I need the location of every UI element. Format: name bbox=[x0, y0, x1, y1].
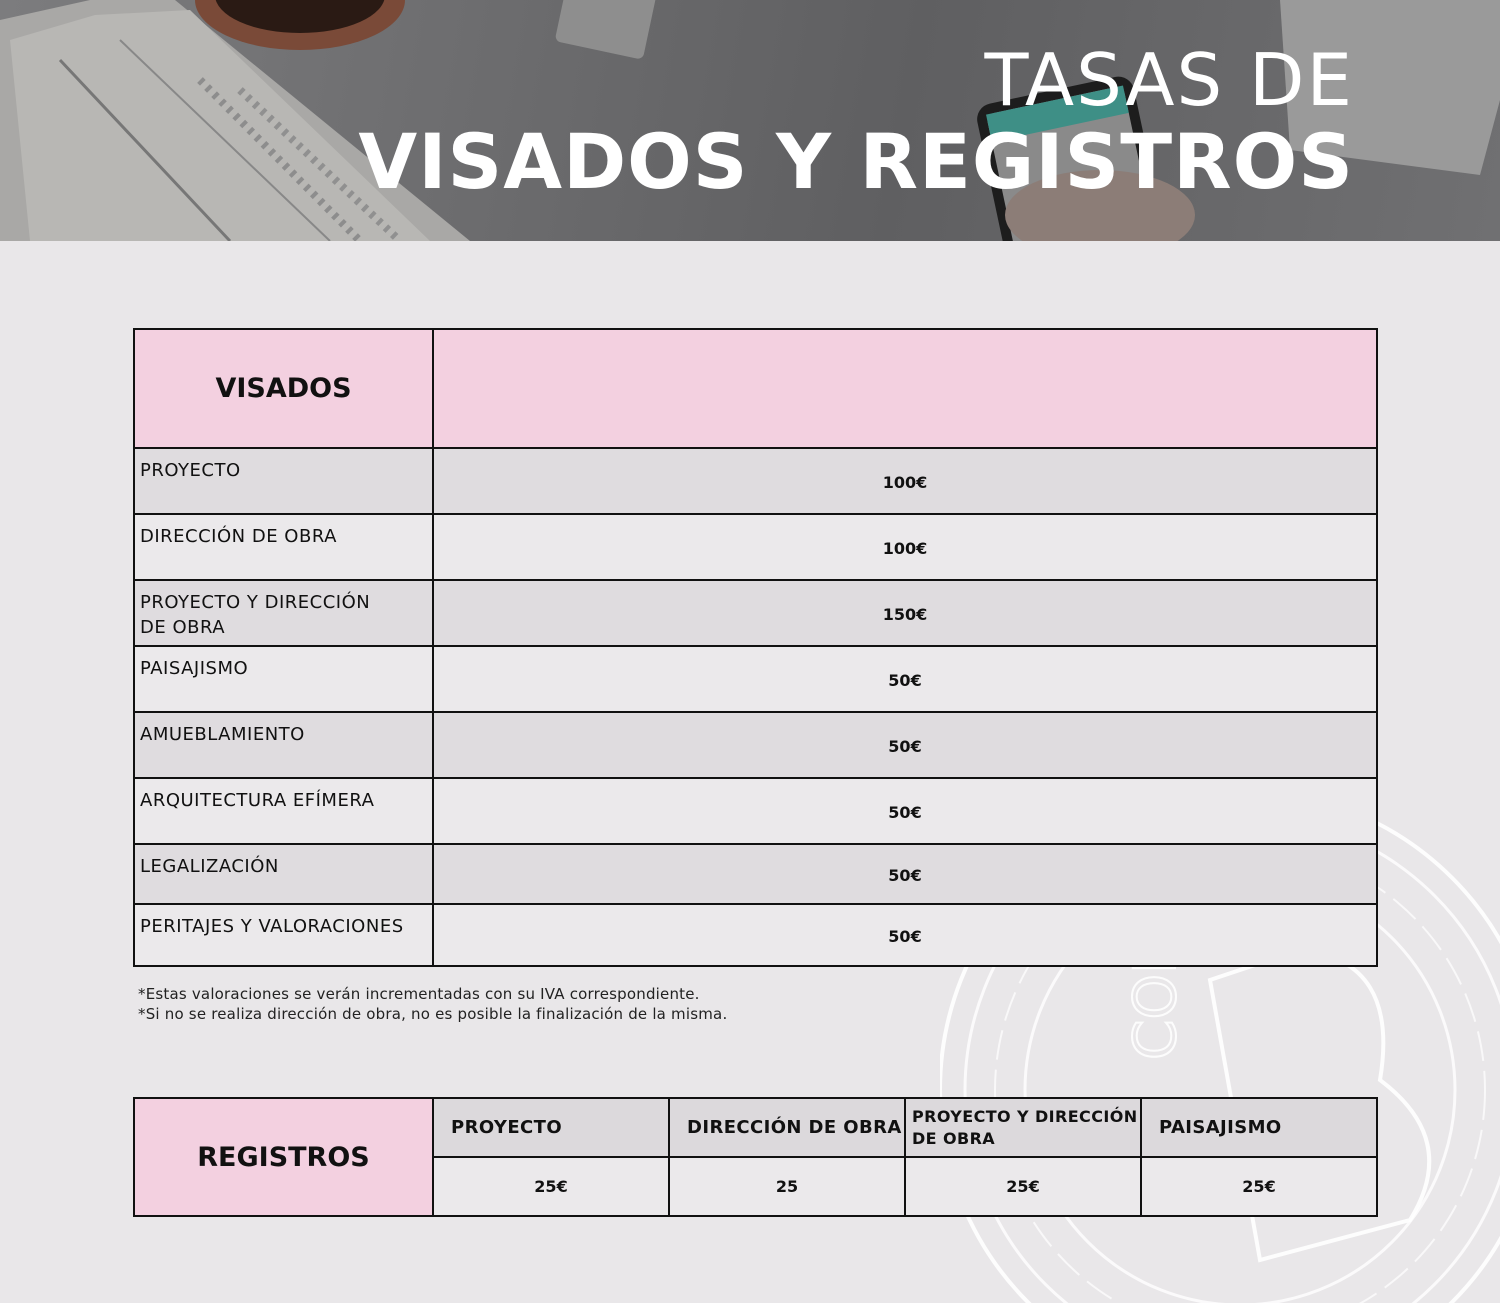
title-line-1: TASAS DE bbox=[984, 38, 1354, 122]
column-price: 25€ bbox=[1142, 1158, 1376, 1215]
hero-banner bbox=[0, 0, 1500, 241]
row-label: PROYECTO bbox=[135, 449, 434, 513]
table-row bbox=[135, 449, 1376, 515]
row-price: 50€ bbox=[888, 926, 922, 946]
table-row bbox=[135, 713, 1376, 779]
registros-table bbox=[133, 1097, 1378, 1217]
column-price: 25 bbox=[670, 1158, 904, 1215]
table-row bbox=[135, 581, 1376, 647]
row-price: 50€ bbox=[888, 670, 922, 690]
row-price: 150€ bbox=[882, 604, 928, 624]
title-line-2: VISADOS Y REGISTROS bbox=[358, 117, 1354, 206]
row-price: 50€ bbox=[888, 736, 922, 756]
table-row bbox=[135, 905, 1376, 965]
row-price: 100€ bbox=[882, 472, 928, 492]
table-row bbox=[135, 647, 1376, 713]
row-price: 50€ bbox=[888, 802, 922, 822]
row-price: 50€ bbox=[888, 865, 922, 885]
column-header: DIRECCIÓN DE OBRA bbox=[670, 1099, 904, 1158]
row-price: 100€ bbox=[882, 538, 928, 558]
registros-column bbox=[434, 1099, 670, 1215]
visados-table bbox=[133, 328, 1378, 967]
row-label: PROYECTO Y DIRECCIÓN DE OBRA bbox=[135, 581, 434, 645]
footnote-direccion: *Si no se realiza dirección de obra, no es posible la finalización de la misma. bbox=[138, 1005, 728, 1023]
column-header: PROYECTO Y DIRECCIÓN DE OBRA bbox=[906, 1099, 1140, 1158]
column-header: PAISAJISMO bbox=[1142, 1099, 1376, 1158]
registros-column bbox=[1142, 1099, 1376, 1215]
registros-heading: REGISTROS bbox=[135, 1099, 434, 1215]
row-label: PERITAJES Y VALORACIONES bbox=[135, 905, 434, 965]
row-label: ARQUITECTURA EFÍMERA bbox=[135, 779, 434, 843]
footnote-iva: *Estas valoraciones se verán incrementadas con su IVA correspondiente. bbox=[138, 985, 700, 1003]
column-price: 25€ bbox=[434, 1158, 668, 1215]
column-header: PROYECTO bbox=[434, 1099, 668, 1158]
table-row bbox=[135, 845, 1376, 905]
column-price: 25€ bbox=[906, 1158, 1140, 1215]
registros-column bbox=[906, 1099, 1142, 1215]
row-label: AMUEBLAMIENTO bbox=[135, 713, 434, 777]
registros-column bbox=[670, 1099, 906, 1215]
row-label: DIRECCIÓN DE OBRA bbox=[135, 515, 434, 579]
row-label: LEGALIZACIÓN bbox=[135, 845, 434, 903]
visados-header-row bbox=[135, 330, 1376, 449]
footnotes bbox=[138, 984, 727, 1024]
table-row bbox=[135, 779, 1376, 845]
page-title bbox=[358, 38, 1354, 206]
visados-header-blank bbox=[434, 330, 1376, 447]
visados-heading: VISADOS bbox=[135, 330, 434, 447]
table-row bbox=[135, 515, 1376, 581]
row-label: PAISAJISMO bbox=[135, 647, 434, 711]
